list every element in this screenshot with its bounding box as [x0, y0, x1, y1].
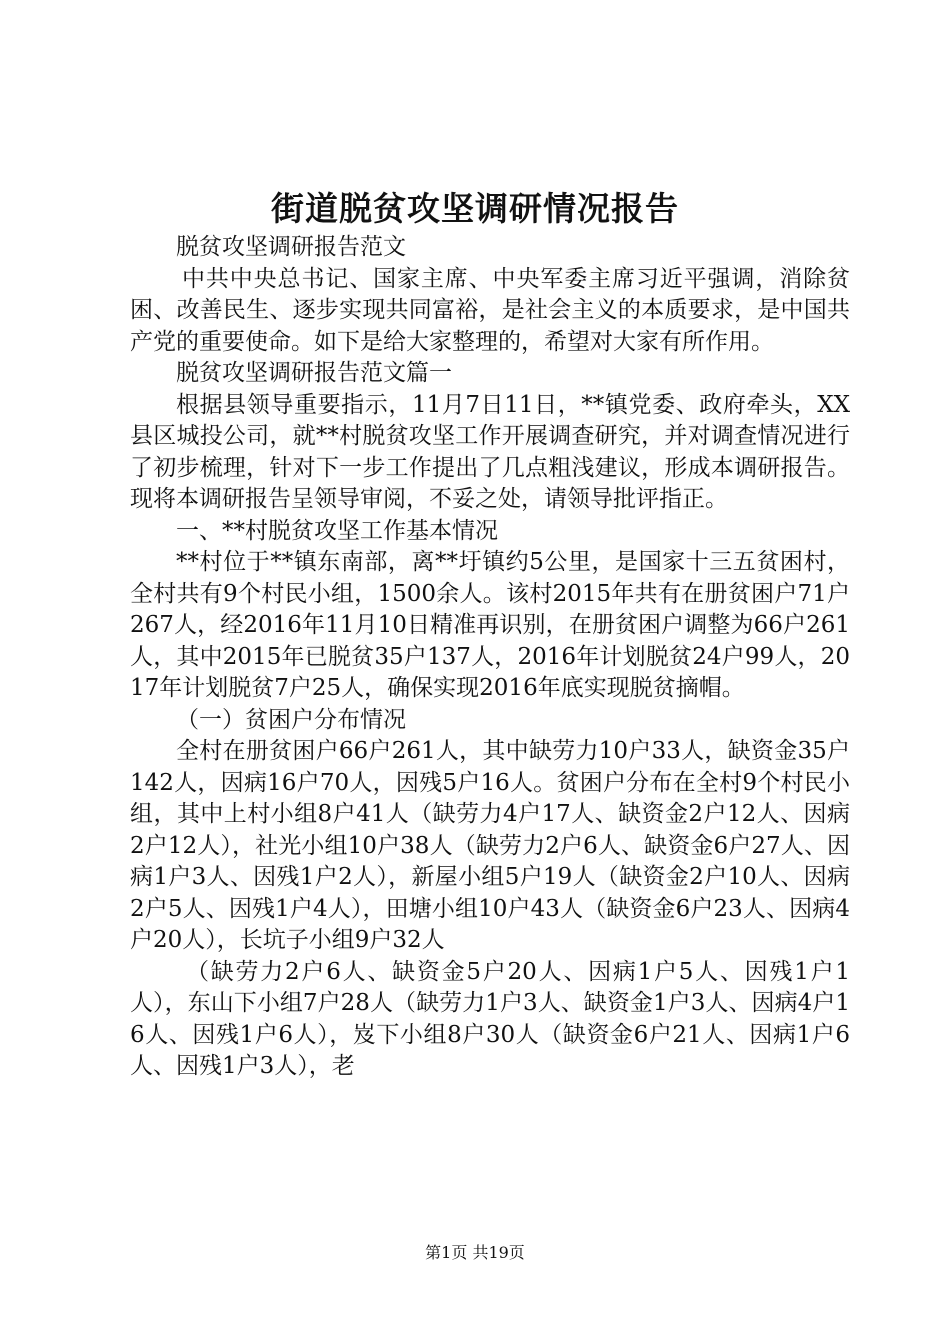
paragraph-distribution-details: 全村在册贫困户66户261人，其中缺劳力10户33人，缺资金35户142人，因病16户70人，因残5户16人。贫困户分布在全村9个村民小组，其中上村小组8户41人（缺劳力4户17人、缺资金2户12人、因病2户12人），社光小组10户38人（缺劳力2户6人、缺资金6户27人、因病1户3人、因残1户2人），新屋小组5户19人（缺资金2户10人、因病2户5人、因残1户4人），田塘小组10户43人（缺资金6户23人、因病4户20人），长坑子小组9户32人	[130, 738, 850, 953]
paragraph-heading-distribution: （一）贫困户分布情况	[176, 706, 406, 733]
paragraph-heading-basic-situation: 一、**村脱贫攻坚工作基本情况	[176, 517, 498, 544]
paragraph-village-overview: **村位于**镇东南部，离**圩镇约5公里，是国家十三五贫困村，全村共有9个村民小组，1500余人。该村2015年共有在册贫困户71户267人，经2016年11月10日精准再识别，在册贫困户调整为66户261人，其中2015年已脱贫35户137人，2016年计划脱贫24户99人，2017年计划脱贫7户25人，确保实现2016年底实现脱贫摘帽。	[130, 549, 850, 701]
paragraph-section-heading: 脱贫攻坚调研报告范文篇一	[176, 360, 452, 386]
document-body	[130, 232, 850, 1083]
paragraph-subtitle: 脱贫攻坚调研报告范文	[176, 234, 406, 260]
paragraph-distribution-continued: （缺劳力2户6人、缺资金5户20人、因病1户5人、因残1户1人），东山下小组7户28人（缺劳力1户3人、缺资金1户3人、因病4户16人、因残1户6人），岌下小组8户30人（缺资金6户21人、因病1户6人、因残1户3人），老	[130, 958, 850, 1079]
paragraph-intro: 中共中央总书记、国家主席、中央军委主席习近平强调，消除贫困、改善民生、逐步实现共同富裕，是社会主义的本质要求，是中国共产党的重要使命。如下是给大家整理的，希望对大家有所作用。	[130, 265, 850, 355]
document-title: 街道脱贫攻坚调研情况报告	[271, 189, 679, 228]
page-footer: 第1页 共19页	[425, 1243, 525, 1262]
paragraph-background: 根据县领导重要指示，11月7日11日，**镇党委、政府牵头，XX县区城投公司，就**村脱贫攻坚工作开展调查研究，并对调查情况进行了初步梳理，针对下一步工作提出了几点粗浅建议，形成本调研报告。现将本调研报告呈领导审阅，不妥之处，请领导批评指正。	[130, 391, 850, 512]
